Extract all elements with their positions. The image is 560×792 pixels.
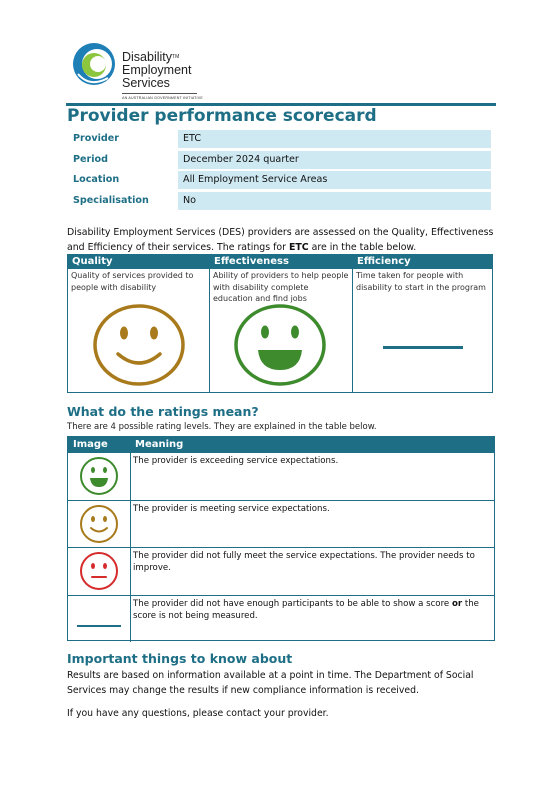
meeting-face-icon xyxy=(93,304,185,386)
intro-paragraph: Disability Employment Services (DES) providers are assessed on the Quality, Effectiveness and Efficiency of their services. The ratings for ETC are in the table below. xyxy=(67,227,494,253)
rating-description: Quality of services provided to people with disability xyxy=(71,271,194,292)
info-label: Specialisation xyxy=(73,194,149,206)
info-row-provider xyxy=(67,130,491,148)
important-heading: Important things to know about xyxy=(67,651,293,666)
info-row-location xyxy=(67,171,491,189)
legend-row xyxy=(68,547,494,595)
legend-meaning: The provider did not have enough participants to be able to show a score or the score is not being measured. xyxy=(133,598,479,621)
legend-col-meaning: Meaning xyxy=(135,439,184,450)
rating-description: Time taken for people with disability to start in the program xyxy=(356,271,486,292)
info-value: No xyxy=(178,192,491,210)
intro-provider-name: ETC xyxy=(288,242,309,253)
rating-effectiveness xyxy=(210,255,353,392)
legend-row xyxy=(68,452,494,500)
ratings-meaning-explain: There are 4 possible rating levels. They are explained in the table below. xyxy=(67,422,377,432)
info-row-period xyxy=(67,151,491,169)
ratings-meaning-heading: What do the ratings mean? xyxy=(67,404,259,419)
rating-heading: Quality xyxy=(68,255,209,269)
info-label: Location xyxy=(73,174,120,185)
info-row-specialisation xyxy=(67,192,491,210)
legend-col-image: Image xyxy=(73,439,108,450)
meeting-face-icon xyxy=(79,504,119,544)
info-label: Provider xyxy=(73,133,120,144)
info-label: Period xyxy=(73,153,109,165)
exceeding-face-icon xyxy=(79,456,119,496)
rating-heading: Effectiveness xyxy=(210,255,352,269)
rating-quality xyxy=(68,255,210,392)
logo-text: Disability™ Employment Services xyxy=(122,50,192,90)
logo-tagline: AN AUSTRALIAN GOVERNMENT INITIATIVE xyxy=(122,96,203,100)
rating-heading: Efficiency xyxy=(353,255,492,269)
important-paragraph: Results are based on information available at a point in time. The Department of Social Services may change the results if new compliance information is received. xyxy=(67,670,474,696)
dash-icon xyxy=(77,625,121,628)
legend-row xyxy=(68,595,494,643)
rating-efficiency xyxy=(353,255,492,392)
not-measured-dash-icon xyxy=(383,346,463,349)
contact-paragraph: If you have any questions, please contact your provider. xyxy=(67,708,329,719)
logo-divider xyxy=(122,93,197,94)
page-title: Provider performance scorecard xyxy=(67,106,377,126)
provider-info-table xyxy=(67,130,491,212)
legend-meaning: The provider is meeting service expectations. xyxy=(133,503,330,514)
info-value: December 2024 quarter xyxy=(178,151,491,169)
ratings-legend-table xyxy=(67,436,495,641)
legend-row xyxy=(68,500,494,548)
exceeding-face-icon xyxy=(234,304,326,386)
info-value: ETC xyxy=(178,130,491,148)
legend-meaning: The provider is exceeding service expectations. xyxy=(133,456,339,466)
legend-meaning: The provider did not fully meet the service expectations. The provider needs to improve. xyxy=(133,551,475,573)
not-met-face-icon xyxy=(79,551,119,591)
ratings-table xyxy=(67,254,493,393)
info-value: All Employment Service Areas xyxy=(178,171,491,189)
rating-description: Ability of providers to help people with disability complete education and find jobs xyxy=(213,271,349,303)
legend-header xyxy=(68,437,494,452)
